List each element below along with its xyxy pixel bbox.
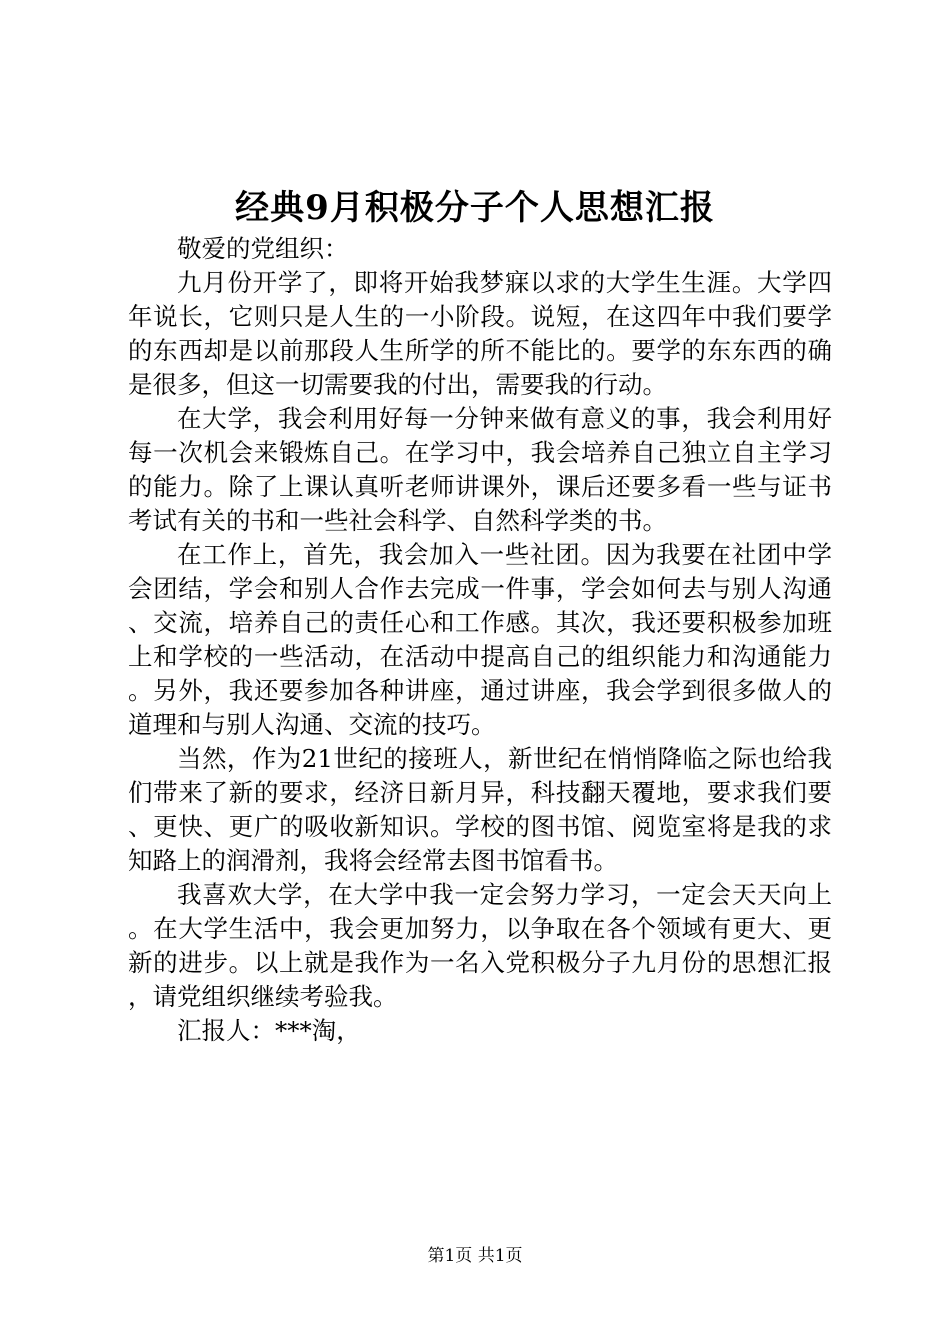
salutation: 敬爱的党组织： bbox=[177, 234, 349, 263]
paragraph-1: 九月份开学了，即将开始我梦寐以求的大学生生涯。大学四年说长，它则只是人生的一小阶段。说短，在这四年中我们要学的东西却是以前那段人生所学的所不能比的。要学的东东西的确是很多，但这一切需要我的付出，需要我的行动。 bbox=[128, 268, 832, 399]
paragraph-5: 我喜欢大学，在大学中我一定会努力学习，一定会天天向上。在大学生活中，我会更加努力，以争取在各个领域有更大、更新的进步。以上就是我作为一名入党积极分子九月份的思想汇报，请党组织继续考验我。 bbox=[128, 880, 832, 1011]
paragraph-4: 当然，作为21世纪的接班人，新世纪在悄悄降临之际也给我们带来了新的要求，经济日新月异，科技翻天覆地，要求我们要、更快、更广的吸收新知识。学校的图书馆、阅览室将是我的求知路上的润滑剂，我将会经常去图书馆看书。 bbox=[128, 744, 832, 875]
page-footer: 第1页 共1页 bbox=[427, 1246, 523, 1266]
signature: 汇报人：***淘， bbox=[177, 1016, 361, 1045]
paragraph-3: 在工作上，首先，我会加入一些社团。因为我要在社团中学会团结，学会和别人合作去完成一件事，学会如何去与别人沟通、交流，培养自己的责任心和工作感。其次，我还要积极参加班上和学校的一些活动，在活动中提高自己的组织能力和沟通能力。另外，我还要参加各种讲座，通过讲座，我会学到很多做人的道理和与别人沟通、交流的技巧。 bbox=[128, 540, 832, 739]
paragraph-2: 在大学，我会利用好每一分钟来做有意义的事，我会利用好每一次机会来锻炼自己。在学习中，我会培养自己独立自主学习的能力。除了上课认真听老师讲课外，课后还要多看一些与证书考试有关的书和一些社会科学、自然科学类的书。 bbox=[128, 404, 832, 535]
document-title: 经典9月积极分子个人思想汇报 bbox=[235, 188, 715, 228]
document-body bbox=[128, 232, 832, 1048]
